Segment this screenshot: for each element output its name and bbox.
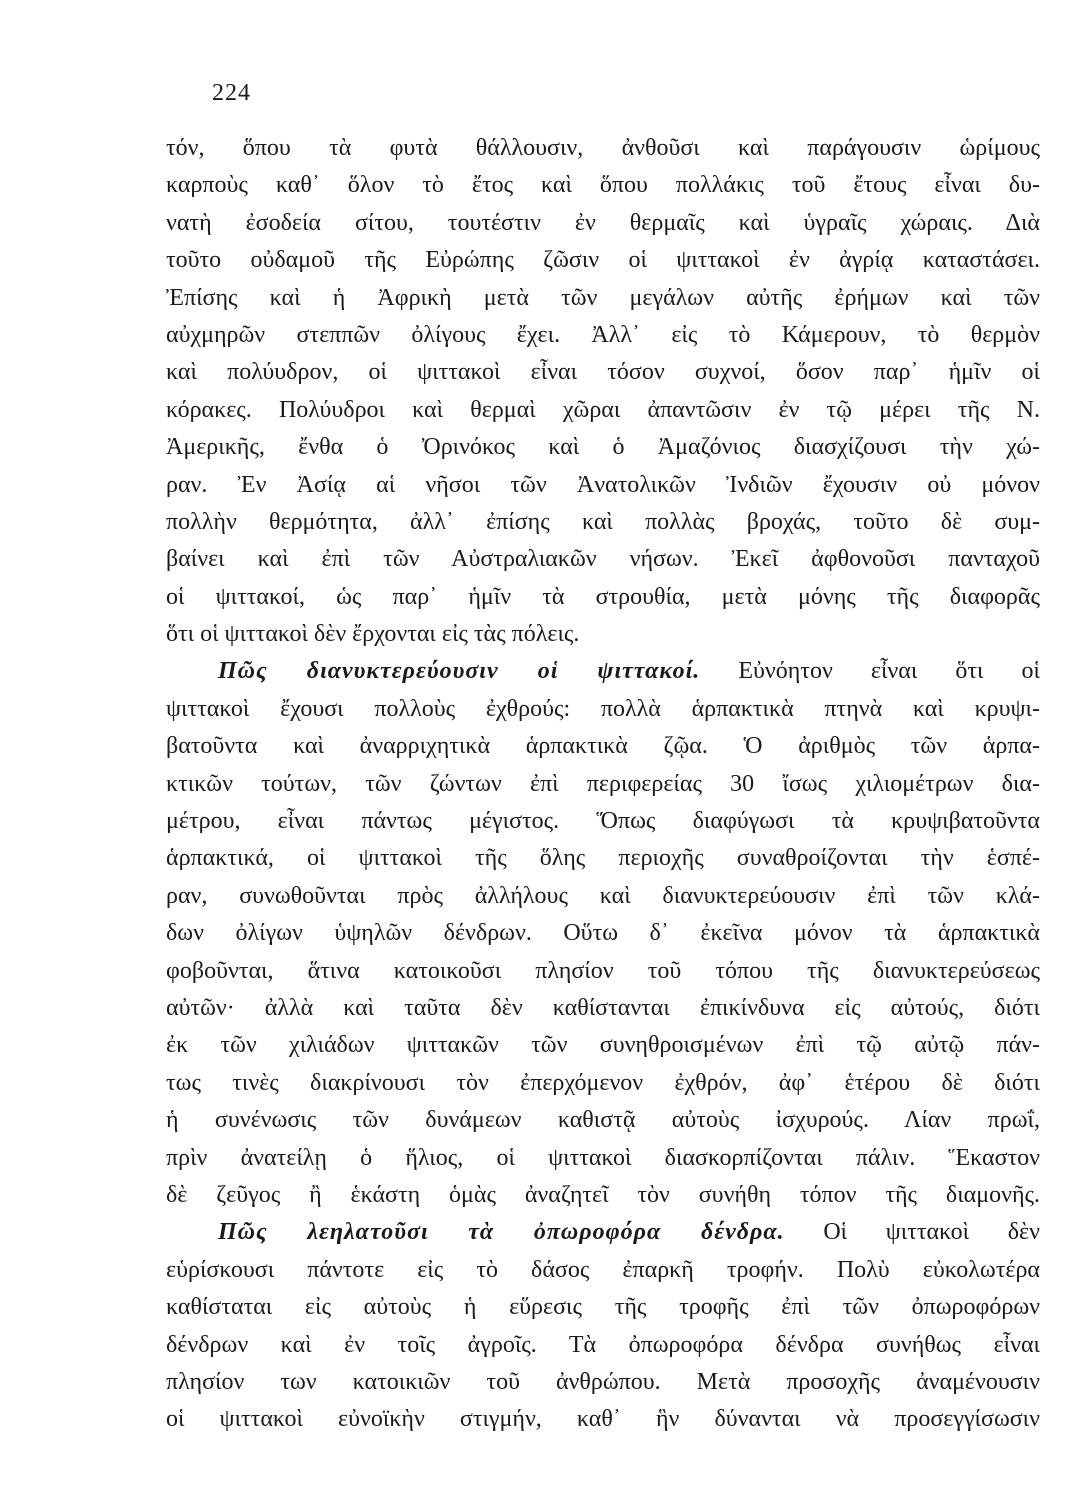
text-line: τόν, ὅπου τὰ φυτὰ θάλλουσιν, ἀνθοῦσι καὶ παράγουσιν ὡρίμους xyxy=(166,135,1040,161)
text-line: βαίνει καὶ ἐπὶ τῶν Αὐστραλιακῶν νήσων. Ἐκεῖ ἀφθονοῦσι πανταχοῦ xyxy=(166,546,1040,573)
text-line: Ἐπίσης καὶ ἡ Ἀφρικὴ μετὰ τῶν μεγάλων αὐτῆς ἐρήμων καὶ τῶν xyxy=(166,284,1040,311)
text-line: τως τινὲς διακρίνουσι τὸν ἐπερχόμενον ἐχθρόν, ἀφ᾽ ἑτέρου δὲ διότι xyxy=(166,1069,1040,1096)
text-run: Οἱ ψιττακοὶ δὲν xyxy=(784,1219,1040,1246)
text-line: εὑρίσκουσι πάντοτε εἰς τὸ δάσος ἐπαρκῆ τροφήν. Πολὺ εὐκολωτέρα xyxy=(166,1256,1040,1283)
text-line: οἱ ψιττακοὶ εὐνοϊκὴν στιγμήν, καθ᾽ ἣν δύνανται νὰ προσεγγίσωσιν xyxy=(166,1406,1040,1433)
section-heading: Πῶς διανυκτερεύουσιν οἱ ψιττακοί. xyxy=(218,658,701,685)
text-line: καὶ πολύυδρον, οἱ ψιττακοὶ εἶναι τόσον συχνοί, ὅσον παρ᾽ ἡμῖν οἱ xyxy=(166,359,1040,386)
body-text xyxy=(166,130,1040,1439)
text-line: ἡ συνένωσις τῶν δυνάμεων καθιστᾷ αὐτοὺς ἰσχυρούς. Λίαν πρωΐ, xyxy=(166,1107,1040,1134)
text-line: οἱ ψιττακοί, ὡς παρ᾽ ἡμῖν τὰ στρουθία, μετὰ μόνης τῆς διαφορᾶς xyxy=(166,583,1040,610)
page-number: 224 xyxy=(212,80,251,106)
text-line: καρποὺς καθ᾽ ὅλον τὸ ἔτος καὶ ὅπου πολλάκις τοῦ ἔτους εἶναι δυ- xyxy=(166,172,1040,199)
text-line: ἐκ τῶν χιλιάδων ψιττακῶν τῶν συνηθροισμένων ἐπὶ τῷ αὐτῷ πάν- xyxy=(166,1032,1040,1059)
text-line: αὐχμηρῶν στεππῶν ὀλίγους ἔχει. Ἀλλ᾽ εἰς τὸ Κάμερουν, τὸ θερμὸν xyxy=(166,321,1040,348)
text-line: μέτρου, εἶναι πάντως μέγιστος. Ὅπως διαφύγωσι τὰ κρυψιβατοῦντα xyxy=(166,808,1040,835)
text-line: νατὴ ἐσοδεία σίτου, τουτέστιν ἐν θερμαῖς καὶ ὑγραῖς χώραις. Διὰ xyxy=(166,209,1040,236)
text-line: ραν. Ἐν Ἀσίᾳ αἱ νῆσοι τῶν Ἀνατολικῶν Ἰνδιῶν ἔχουσιν οὐ μόνον xyxy=(166,471,1040,498)
text-line: ἁρπακτικά, οἱ ψιττακοὶ τῆς ὅλης περιοχῆς συναθροίζονται τὴν ἑσπέ- xyxy=(166,845,1040,872)
text-line: δένδρων καὶ ἐν τοῖς ἀγροῖς. Τὰ ὀπωροφόρα δένδρα συνήθως εἶναι xyxy=(166,1331,1040,1358)
text-line: πολλὴν θερμότητα, ἀλλ᾽ ἐπίσης καὶ πολλὰς βροχάς, τοῦτο δὲ συμ- xyxy=(166,508,1040,535)
text-line: τοῦτο οὐδαμοῦ τῆς Εὐρώπης ζῶσιν οἱ ψιττακοὶ ἐν ἀγρίᾳ καταστάσει. xyxy=(166,247,1040,274)
text-line: κόρακες. Πολύυδροι καὶ θερμαὶ χῶραι ἀπαντῶσιν ἐν τῷ μέρει τῆς Ν. xyxy=(166,396,1040,423)
section-heading: Πῶς λεηλατοῦσι τὰ ὀπωροφόρα δένδρα. xyxy=(218,1219,785,1246)
text-line: δὲ ζεῦγος ἢ ἑκάστη ὁμὰς ἀναζητεῖ τὸν συνήθη τόπον τῆς διαμονῆς. xyxy=(166,1181,1040,1208)
text-line: Ἀμερικῆς, ἔνθα ὁ Ὀρινόκος καὶ ὁ Ἀμαζόνιος διασχίζουσι τὴν χώ- xyxy=(166,434,1040,461)
section-heading-line xyxy=(166,1214,1040,1251)
text-line: καθίσταται εἰς αὐτοὺς ἡ εὕρεσις τῆς τροφῆς ἐπὶ τῶν ὀπωροφόρων xyxy=(166,1294,1040,1321)
text-line: πλησίον των κατοικιῶν τοῦ ἀνθρώπου. Μετὰ προσοχῆς ἀναμένουσιν xyxy=(166,1368,1040,1395)
text-line: φοβοῦνται, ἅτινα κατοικοῦσι πλησίον τοῦ τόπου τῆς διανυκτερεύσεως xyxy=(166,957,1040,984)
text-run: Εὐνόητον εἶναι ὅτι οἱ xyxy=(700,658,1040,685)
text-line: ψιττακοὶ ἔχουσι πολλοὺς ἐχθρούς: πολλὰ ἁρπακτικὰ πτηνὰ καὶ κρυψι- xyxy=(166,695,1040,722)
text-line: ὅτι οἱ ψιττακοὶ δὲν ἔρχονται εἰς τὰς πόλεις. xyxy=(166,621,580,648)
text-line: πρὶν ἀνατείλῃ ὁ ἥλιος, οἱ ψιττακοὶ διασκορπίζονται πάλιν. Ἕκαστον xyxy=(166,1144,1040,1171)
text-line: κτικῶν τούτων, τῶν ζώντων ἐπὶ περιφερείας 30 ἴσως χιλιομέτρων δια- xyxy=(166,770,1040,797)
text-line: βατοῦντα καὶ ἀναρριχητικὰ ἁρπακτικὰ ζῷα. Ὁ ἀριθμὸς τῶν ἁρπα- xyxy=(166,733,1040,760)
text-line: ραν, συνωθοῦνται πρὸς ἀλλήλους καὶ διανυκτερεύουσιν ἐπὶ τῶν κλά- xyxy=(166,882,1040,909)
section-heading-line xyxy=(166,653,1040,690)
text-line: αὐτῶν· ἀλλὰ καὶ ταῦτα δὲν καθίστανται ἐπικίνδυνα εἰς αὐτούς, διότι xyxy=(166,994,1040,1021)
text-line: δων ὀλίγων ὑψηλῶν δένδρων. Οὕτω δ᾽ ἐκεῖνα μόνον τὰ ἁρπακτικὰ xyxy=(166,920,1040,947)
